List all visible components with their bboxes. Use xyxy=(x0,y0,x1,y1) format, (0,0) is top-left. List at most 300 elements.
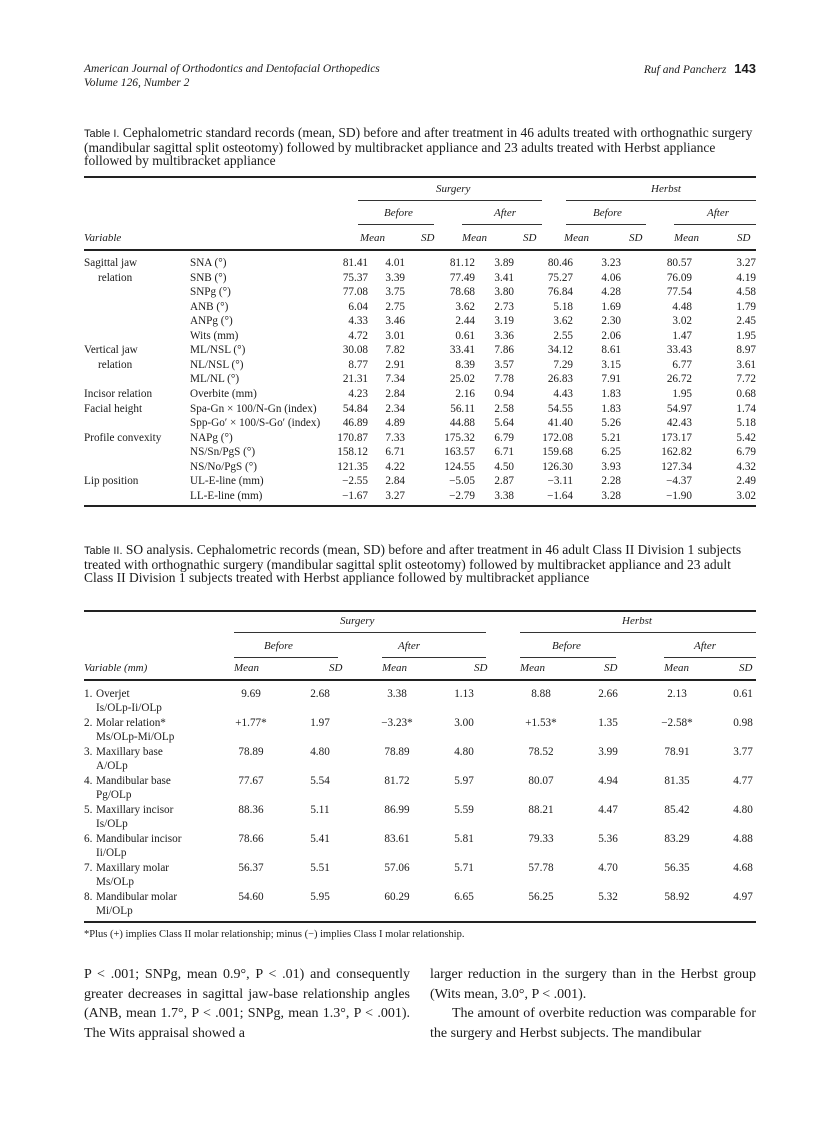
cell-mean: 78.89 xyxy=(238,746,264,758)
cell-sd: 2.30 xyxy=(601,315,621,328)
cell-sd: 6.25 xyxy=(601,446,621,459)
rule-surgery xyxy=(358,200,542,201)
cell-mean: 4.23 xyxy=(348,387,368,400)
cell-mean: −1.67 xyxy=(342,489,368,502)
table-top-rule xyxy=(84,176,756,178)
row-number: 3. xyxy=(84,746,93,758)
row-category: relation xyxy=(98,271,133,284)
cell-sd: 0.61 xyxy=(733,688,753,700)
row-variable: ANB (°) xyxy=(190,300,229,313)
cell-sd: 4.22 xyxy=(385,460,405,473)
cell-sd: 4.01 xyxy=(385,257,405,269)
row-category: Facial height xyxy=(84,402,143,415)
rule-before xyxy=(520,657,616,658)
header-sd: SD xyxy=(739,662,753,674)
cell-sd: 3.27 xyxy=(385,489,405,502)
cell-sd: 5.32 xyxy=(598,891,618,903)
cell-mean: 78.66 xyxy=(238,833,264,845)
cell-sd: 2.84 xyxy=(385,475,405,488)
cell-sd: 0.68 xyxy=(736,387,756,400)
journal-title: American Journal of Orthodontics and Dentofacial Orthopedics xyxy=(84,63,380,75)
table2-caption-text: SO analysis. Cephalometric records (mean, SD) before and after treatment in 46 adult Class II Division 1 subjects treated with orthognathic surgery (mandibular sagittal split osteotomy) followed by multibracket appliance and 23 adult Class II Division 1 subjects treated with Herbst appliance followed by multibracket appliance xyxy=(84,542,742,585)
row-variable-sub: Is/OLp xyxy=(96,818,128,830)
journal-info xyxy=(84,62,380,90)
cell-sd: 2.45 xyxy=(736,315,756,328)
cell-sd: 5.64 xyxy=(494,417,514,430)
table-header-rule xyxy=(84,249,756,251)
cell-sd: 1.35 xyxy=(598,717,618,729)
cell-sd: 7.72 xyxy=(736,373,756,386)
cell-sd: 8.97 xyxy=(736,344,756,357)
cell-sd: 4.80 xyxy=(733,804,753,816)
cell-sd: 0.94 xyxy=(494,387,514,400)
row-variable-sub: Is/OLp-Ii/OLp xyxy=(96,702,162,714)
header-after: After xyxy=(707,207,729,219)
row-variable: ANPg (°) xyxy=(190,315,233,328)
cell-sd: 3.77 xyxy=(733,746,753,758)
row-variable: SNA (°) xyxy=(190,257,227,269)
body-paragraph: The amount of overbite reduction was comparable for the surgery and Herbst subjects. The mandibular xyxy=(430,1006,756,1041)
row-variable: SNPg (°) xyxy=(190,286,231,299)
rule-herbst xyxy=(520,632,756,633)
cell-mean: 159.68 xyxy=(542,446,573,459)
cell-sd: 4.06 xyxy=(601,271,621,284)
header-mean: Mean xyxy=(234,662,260,674)
cell-sd: 3.75 xyxy=(385,286,405,299)
cell-sd: 4.80 xyxy=(454,746,474,758)
cell-mean: 76.09 xyxy=(666,271,692,284)
cell-mean: 3.02 xyxy=(672,315,692,328)
journal-volume: Volume 126, Number 2 xyxy=(84,77,190,89)
row-category: Sagittal jaw xyxy=(84,257,138,269)
header-sd: SD xyxy=(629,232,643,244)
cell-mean: 34.12 xyxy=(547,344,573,357)
row-number: 8. xyxy=(84,891,93,903)
body-paragraph: P < .001; SNPg, mean 0.9°, P < .01) and consequently greater decreases in sagittal jaw-base relationship angles (ANB, mean 1.7°, P < .001; SNPg, mean 1.3°, P < .001). The Wits appraisal showed a xyxy=(84,967,410,1041)
cell-mean: 88.36 xyxy=(238,804,264,816)
header-sd: SD xyxy=(604,662,618,674)
cell-mean: 2.55 xyxy=(553,329,573,342)
cell-sd: 3.46 xyxy=(385,315,405,328)
body-right-column xyxy=(430,965,756,1043)
row-number: 2. xyxy=(84,717,93,729)
row-category: Lip position xyxy=(84,475,139,488)
table1-label: Table I. xyxy=(84,128,120,140)
cell-mean: 26.72 xyxy=(666,373,692,386)
cell-sd: 2.58 xyxy=(494,402,514,415)
cell-mean: 3.38 xyxy=(387,688,407,700)
cell-sd: 5.59 xyxy=(454,804,474,816)
cell-sd: 6.71 xyxy=(494,446,514,459)
rule-before xyxy=(358,224,434,225)
cell-mean: 158.12 xyxy=(337,446,368,459)
cell-mean: 76.84 xyxy=(547,286,573,299)
cell-sd: 7.86 xyxy=(494,344,514,357)
cell-sd: 5.71 xyxy=(454,862,474,874)
header-surgery: Surgery xyxy=(340,615,375,627)
cell-mean: 83.29 xyxy=(664,833,690,845)
rule-surgery xyxy=(234,632,486,633)
row-category: Profile convexity xyxy=(84,431,162,444)
cell-mean: 75.37 xyxy=(342,271,368,284)
cell-mean: 46.89 xyxy=(342,417,368,430)
header-sd: SD xyxy=(329,662,343,674)
cell-mean: 21.31 xyxy=(342,373,368,386)
cell-mean: 33.43 xyxy=(666,344,692,357)
cell-sd: 6.65 xyxy=(454,891,474,903)
cell-sd: 5.26 xyxy=(601,417,621,430)
cell-mean: 162.82 xyxy=(661,446,692,459)
cell-mean: 3.62 xyxy=(553,315,573,328)
cell-sd: 0.98 xyxy=(733,717,753,729)
cell-mean: −3.23* xyxy=(381,717,413,729)
cell-sd: 3.36 xyxy=(494,329,514,342)
row-variable: NS/No/PgS (°) xyxy=(190,460,257,473)
row-category: Incisor relation xyxy=(84,387,153,400)
table-header-rule xyxy=(84,679,756,681)
cell-mean: 80.57 xyxy=(666,257,692,269)
header-mean: Mean xyxy=(360,232,386,244)
header-sd: SD xyxy=(523,232,537,244)
row-variable: Wits (mm) xyxy=(190,329,239,342)
cell-mean: 78.91 xyxy=(664,746,690,758)
cell-sd: 2.34 xyxy=(385,402,405,415)
cell-sd: 3.61 xyxy=(736,358,756,371)
header-mean: Mean xyxy=(674,232,700,244)
cell-sd: 4.80 xyxy=(310,746,330,758)
cell-mean: −4.37 xyxy=(666,475,692,488)
cell-sd: 5.41 xyxy=(310,833,330,845)
cell-sd: 4.32 xyxy=(736,460,756,473)
header-sd: SD xyxy=(737,232,751,244)
body-paragraph: larger reduction in the surgery than in the Herbst group (Wits mean, 3.0°, P < .001). xyxy=(430,967,756,1002)
cell-mean: 8.88 xyxy=(531,688,551,700)
cell-mean: 0.61 xyxy=(455,329,475,342)
cell-sd: 7.33 xyxy=(385,431,405,444)
rule-after xyxy=(382,657,486,658)
cell-mean: 78.52 xyxy=(528,746,554,758)
body-left-column xyxy=(84,965,410,1043)
header-mean: Mean xyxy=(564,232,590,244)
row-variable-name: Overjet xyxy=(96,688,130,700)
cell-mean: 56.37 xyxy=(238,862,264,874)
row-variable-name: Mandibular molar xyxy=(96,891,178,903)
header-mean: Mean xyxy=(520,662,546,674)
cell-mean: 30.08 xyxy=(342,344,368,357)
cell-mean: 54.97 xyxy=(666,402,692,415)
cell-mean: 163.57 xyxy=(444,446,475,459)
cell-mean: 77.67 xyxy=(238,775,264,787)
table-top-rule xyxy=(84,610,756,612)
cell-mean: −2.79 xyxy=(449,489,475,502)
header-mean: Mean xyxy=(664,662,690,674)
cell-mean: −5.05 xyxy=(449,475,475,488)
row-variable: Overbite (mm) xyxy=(190,387,257,400)
cell-mean: 56.35 xyxy=(664,862,690,874)
cell-sd: 5.54 xyxy=(310,775,330,787)
rule-after xyxy=(664,657,756,658)
row-variable: LL-E-line (mm) xyxy=(190,489,263,502)
row-variable-sub: Ii/OLp xyxy=(96,847,127,859)
cell-mean: 127.34 xyxy=(661,460,692,473)
rule-after xyxy=(674,224,756,225)
cell-sd: 5.36 xyxy=(598,833,618,845)
cell-mean: 75.27 xyxy=(547,271,573,284)
cell-sd: 1.83 xyxy=(601,402,621,415)
header-variable: Variable xyxy=(84,232,122,244)
cell-mean: 4.48 xyxy=(672,300,692,313)
cell-sd: 5.81 xyxy=(454,833,474,845)
cell-mean: 80.46 xyxy=(547,257,573,269)
header-mean: Mean xyxy=(462,232,488,244)
cell-mean: 85.42 xyxy=(664,804,690,816)
cell-mean: 26.83 xyxy=(547,373,573,386)
cell-sd: 4.68 xyxy=(733,862,753,874)
cell-sd: 2.06 xyxy=(601,329,621,342)
rule-before xyxy=(234,657,338,658)
cell-mean: 77.08 xyxy=(342,286,368,299)
cell-mean: 41.40 xyxy=(547,417,573,430)
table2-footnote: *Plus (+) implies Class II molar relationship; minus (−) implies Class I molar relationship. xyxy=(84,929,465,940)
cell-mean: −2.55 xyxy=(342,475,368,488)
row-number: 4. xyxy=(84,775,93,787)
header-before: Before xyxy=(593,207,622,219)
cell-sd: 3.93 xyxy=(601,460,621,473)
cell-mean: 4.33 xyxy=(348,315,368,328)
cell-sd: 3.27 xyxy=(736,257,756,269)
row-variable-sub: Ms/OLp xyxy=(96,876,134,888)
cell-mean: 121.35 xyxy=(337,460,368,473)
cell-mean: −2.58* xyxy=(661,717,693,729)
cell-mean: 54.60 xyxy=(238,891,264,903)
cell-mean: 1.95 xyxy=(672,387,692,400)
cell-sd: 3.80 xyxy=(494,286,514,299)
cell-sd: 1.13 xyxy=(454,688,474,700)
cell-mean: 80.07 xyxy=(528,775,554,787)
cell-mean: −1.90 xyxy=(666,489,692,502)
row-variable: NL/NSL (°) xyxy=(190,358,244,371)
cell-mean: 42.43 xyxy=(666,417,692,430)
header-herbst: Herbst xyxy=(651,183,681,195)
cell-sd: 4.97 xyxy=(733,891,753,903)
rule-after xyxy=(462,224,542,225)
cell-mean: 81.35 xyxy=(664,775,690,787)
cell-sd: 2.68 xyxy=(310,688,330,700)
cell-mean: 56.25 xyxy=(528,891,554,903)
cell-sd: 3.41 xyxy=(494,271,514,284)
cell-sd: 7.82 xyxy=(385,344,405,357)
cell-mean: 25.02 xyxy=(449,373,475,386)
cell-sd: 2.49 xyxy=(736,475,756,488)
row-variable: SNB (°) xyxy=(190,271,227,284)
cell-mean: 86.99 xyxy=(384,804,410,816)
row-number: 6. xyxy=(84,833,93,845)
header-before: Before xyxy=(552,640,581,652)
cell-sd: 4.50 xyxy=(494,460,514,473)
cell-sd: 2.75 xyxy=(385,300,405,313)
cell-sd: 3.39 xyxy=(385,271,405,284)
cell-mean: 81.12 xyxy=(449,257,475,269)
cell-mean: 2.16 xyxy=(455,387,475,400)
cell-mean: 57.06 xyxy=(384,862,410,874)
cell-sd: 3.23 xyxy=(601,257,621,269)
cell-sd: 4.70 xyxy=(598,862,618,874)
cell-sd: 5.18 xyxy=(736,417,756,430)
header-before: Before xyxy=(384,207,413,219)
cell-sd: 5.11 xyxy=(310,804,330,816)
header-surgery: Surgery xyxy=(436,183,471,195)
cell-sd: 3.02 xyxy=(736,489,756,502)
row-variable: ML/NSL (°) xyxy=(190,344,246,357)
cell-mean: 6.77 xyxy=(672,358,692,371)
cell-sd: 3.99 xyxy=(598,746,618,758)
running-authors: Ruf and Pancherz xyxy=(643,64,727,76)
cell-mean: 2.44 xyxy=(455,315,475,328)
cell-sd: 1.69 xyxy=(601,300,621,313)
rule-herbst xyxy=(566,200,756,201)
cell-mean: −3.11 xyxy=(547,475,573,488)
cell-sd: 5.42 xyxy=(736,431,756,444)
cell-sd: 3.15 xyxy=(601,358,621,371)
cell-sd: 4.58 xyxy=(736,286,756,299)
page-number: 143 xyxy=(734,61,756,76)
header-sd: SD xyxy=(421,232,435,244)
cell-sd: 3.19 xyxy=(494,315,514,328)
cell-mean: 8.77 xyxy=(348,358,368,371)
cell-mean: −1.64 xyxy=(547,489,573,502)
row-number: 5. xyxy=(84,804,93,816)
row-number: 7. xyxy=(84,862,93,874)
header-after: After xyxy=(398,640,420,652)
row-variable-name: Maxillary molar xyxy=(96,862,170,874)
row-variable-name: Mandibular base xyxy=(96,775,171,787)
table2-caption xyxy=(84,543,756,584)
cell-mean: 77.54 xyxy=(666,286,692,299)
cell-mean: 1.47 xyxy=(672,329,692,342)
cell-mean: 33.41 xyxy=(449,344,475,357)
cell-mean: +1.77* xyxy=(235,717,267,729)
cell-sd: 1.74 xyxy=(736,402,756,415)
cell-mean: 56.11 xyxy=(450,402,475,415)
row-variable-name: Mandibular incisor xyxy=(96,833,182,845)
table-bottom-rule xyxy=(84,505,756,507)
row-variable: NS/Sn/PgS (°) xyxy=(190,446,256,459)
table1-caption-text: Cephalometric standard records (mean, SD) before and after treatment in 46 adults treated with orthognathic surgery (mandibular sagittal split osteotomy) followed by multibracket appliance and 23 adults treated with Herbst appliance followed by multibracket appliance xyxy=(84,125,753,168)
cell-mean: 6.04 xyxy=(348,300,368,313)
cell-sd: 2.28 xyxy=(601,475,621,488)
cell-sd: 3.57 xyxy=(494,358,514,371)
cell-mean: 9.69 xyxy=(241,688,261,700)
cell-sd: 2.87 xyxy=(494,475,514,488)
cell-sd: 5.95 xyxy=(310,891,330,903)
row-variable: ML/NL (°) xyxy=(190,373,240,386)
cell-mean: 57.78 xyxy=(528,862,554,874)
table1-caption xyxy=(84,126,756,167)
cell-mean: 81.72 xyxy=(384,775,410,787)
header-variable: Variable (mm) xyxy=(84,662,148,674)
cell-sd: 3.38 xyxy=(494,489,514,502)
cell-mean: 5.18 xyxy=(553,300,573,313)
header-sd: SD xyxy=(474,662,488,674)
cell-sd: 1.83 xyxy=(601,387,621,400)
cell-mean: 8.39 xyxy=(455,358,475,371)
cell-sd: 3.89 xyxy=(494,257,514,269)
cell-mean: 78.68 xyxy=(449,286,475,299)
header-after: After xyxy=(694,640,716,652)
cell-sd: 4.19 xyxy=(736,271,756,284)
cell-sd: 3.00 xyxy=(454,717,474,729)
cell-mean: 175.32 xyxy=(444,431,475,444)
cell-sd: 1.97 xyxy=(310,717,330,729)
cell-mean: 4.72 xyxy=(348,329,368,342)
cell-mean: 54.55 xyxy=(547,402,573,415)
cell-mean: 2.13 xyxy=(667,688,687,700)
cell-sd: 1.95 xyxy=(736,329,756,342)
cell-sd: 2.91 xyxy=(385,358,405,371)
rule-before xyxy=(566,224,646,225)
row-variable: Spa-Gn × 100/N-Gn (index) xyxy=(190,402,317,415)
cell-sd: 4.89 xyxy=(385,417,405,430)
row-variable-name: Molar relation* xyxy=(96,717,166,729)
table2-label: Table II. xyxy=(84,545,123,557)
cell-sd: 4.47 xyxy=(598,804,618,816)
cell-mean: +1.53* xyxy=(525,717,557,729)
row-variable-sub: Pg/OLp xyxy=(96,789,132,801)
cell-sd: 1.79 xyxy=(736,300,756,313)
row-variable: NAPg (°) xyxy=(190,431,233,444)
cell-sd: 6.71 xyxy=(385,446,405,459)
cell-mean: 44.88 xyxy=(449,417,475,430)
cell-sd: 4.28 xyxy=(601,286,621,299)
row-category: relation xyxy=(98,358,133,371)
cell-mean: 54.84 xyxy=(342,402,368,415)
cell-mean: 88.21 xyxy=(528,804,554,816)
cell-mean: 60.29 xyxy=(384,891,410,903)
row-variable: UL-E-line (mm) xyxy=(190,475,264,488)
cell-sd: 7.34 xyxy=(385,373,405,386)
table-bottom-rule xyxy=(84,921,756,923)
cell-sd: 6.79 xyxy=(736,446,756,459)
row-variable-sub: Ms/OLp-Mi/OLp xyxy=(96,731,175,743)
cell-mean: 58.92 xyxy=(664,891,690,903)
cell-sd: 8.61 xyxy=(601,344,621,357)
cell-sd: 7.91 xyxy=(601,373,621,386)
cell-mean: 7.29 xyxy=(553,358,573,371)
row-category: Vertical jaw xyxy=(84,344,138,357)
row-variable-sub: Mi/OLp xyxy=(96,905,133,917)
cell-sd: 7.78 xyxy=(494,373,514,386)
cell-sd: 5.97 xyxy=(454,775,474,787)
cell-mean: 173.17 xyxy=(661,431,692,444)
cell-mean: 124.55 xyxy=(444,460,475,473)
header-after: After xyxy=(494,207,516,219)
cell-mean: 81.41 xyxy=(342,257,368,269)
cell-sd: 4.94 xyxy=(598,775,618,787)
cell-sd: 6.79 xyxy=(494,431,514,444)
cell-mean: 83.61 xyxy=(384,833,410,845)
cell-sd: 5.51 xyxy=(310,862,330,874)
cell-mean: 170.87 xyxy=(337,431,368,444)
cell-mean: 77.49 xyxy=(449,271,475,284)
cell-mean: 126.30 xyxy=(542,460,573,473)
cell-mean: 4.43 xyxy=(553,387,573,400)
row-variable-name: Maxillary base xyxy=(96,746,163,758)
row-variable: Spp-Go′ × 100/S-Go′ (index) xyxy=(190,417,321,430)
cell-sd: 4.77 xyxy=(733,775,753,787)
cell-mean: 172.08 xyxy=(542,431,573,444)
cell-sd: 2.73 xyxy=(494,300,514,313)
cell-sd: 4.88 xyxy=(733,833,753,845)
